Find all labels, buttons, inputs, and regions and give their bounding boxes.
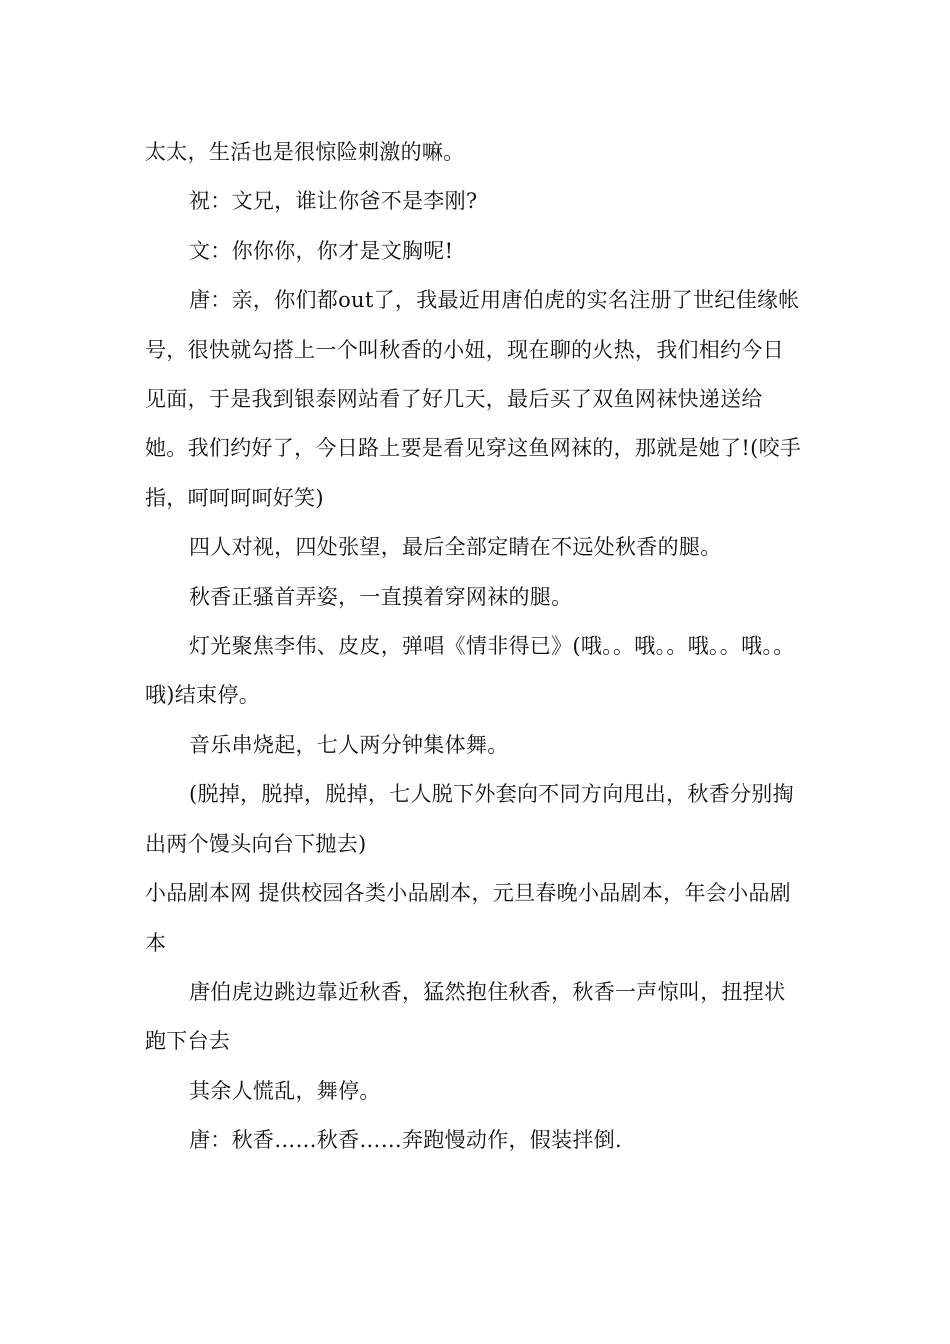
paragraph-4: 唐：亲，你们都out了，我最近用唐伯虎的实名注册了世纪佳缘帐号，很快就勾搭上一个叫秋香的小妞，现在聊的火热，我们相约今日见面，于是我到银泰网站看了好几天，最后买了双鱼网袜快递送给她。我们约好了，今日路上要是看见穿这鱼网袜的，那就是她了!(咬手指，呵呵呵呵好笑) bbox=[145, 288, 802, 510]
paragraph-8: 音乐串烧起，七人两分钟集体舞。 bbox=[189, 732, 509, 757]
paragraph-9: (脱掉，脱掉，脱掉，七人脱下外套向不同方向甩出，秋香分别掏出两个馒头向台下抛去) bbox=[145, 782, 794, 856]
document-body bbox=[145, 128, 805, 1166]
paragraph-11: 唐伯虎边跳边靠近秋香，猛然抱住秋香，秋香一声惊叫，扭捏状跑下台去 bbox=[145, 979, 786, 1054]
paragraph-1: 太太，生活也是很惊险刺激的嘛。 bbox=[145, 140, 465, 164]
paragraph-2: 祝：文兄，谁让你爸不是李刚? bbox=[189, 189, 478, 214]
paragraph-3: 文：你你你，你才是文胸呢! bbox=[189, 238, 454, 263]
paragraph-13: 唐：秋香……秋香……奔跑慢动作，假装拌倒. bbox=[189, 1128, 622, 1153]
paragraph-7: 灯光聚焦李伟、皮皮，弹唱《情非得已》(哦。。哦。。哦。。哦。。哦)结束停。 bbox=[145, 634, 795, 708]
paragraph-12: 其余人慌乱，舞停。 bbox=[189, 1078, 381, 1103]
paragraph-10: 小品剧本网 提供校园各类小品剧本，元旦春晚小品剧本，年会小品剧本 bbox=[145, 881, 791, 955]
paragraph-6: 秋香正骚首弄姿，一直摸着穿网袜的腿。 bbox=[189, 584, 573, 609]
paragraph-5: 四人对视，四处张望，最后全部定睛在不远处秋香的腿。 bbox=[189, 535, 722, 560]
